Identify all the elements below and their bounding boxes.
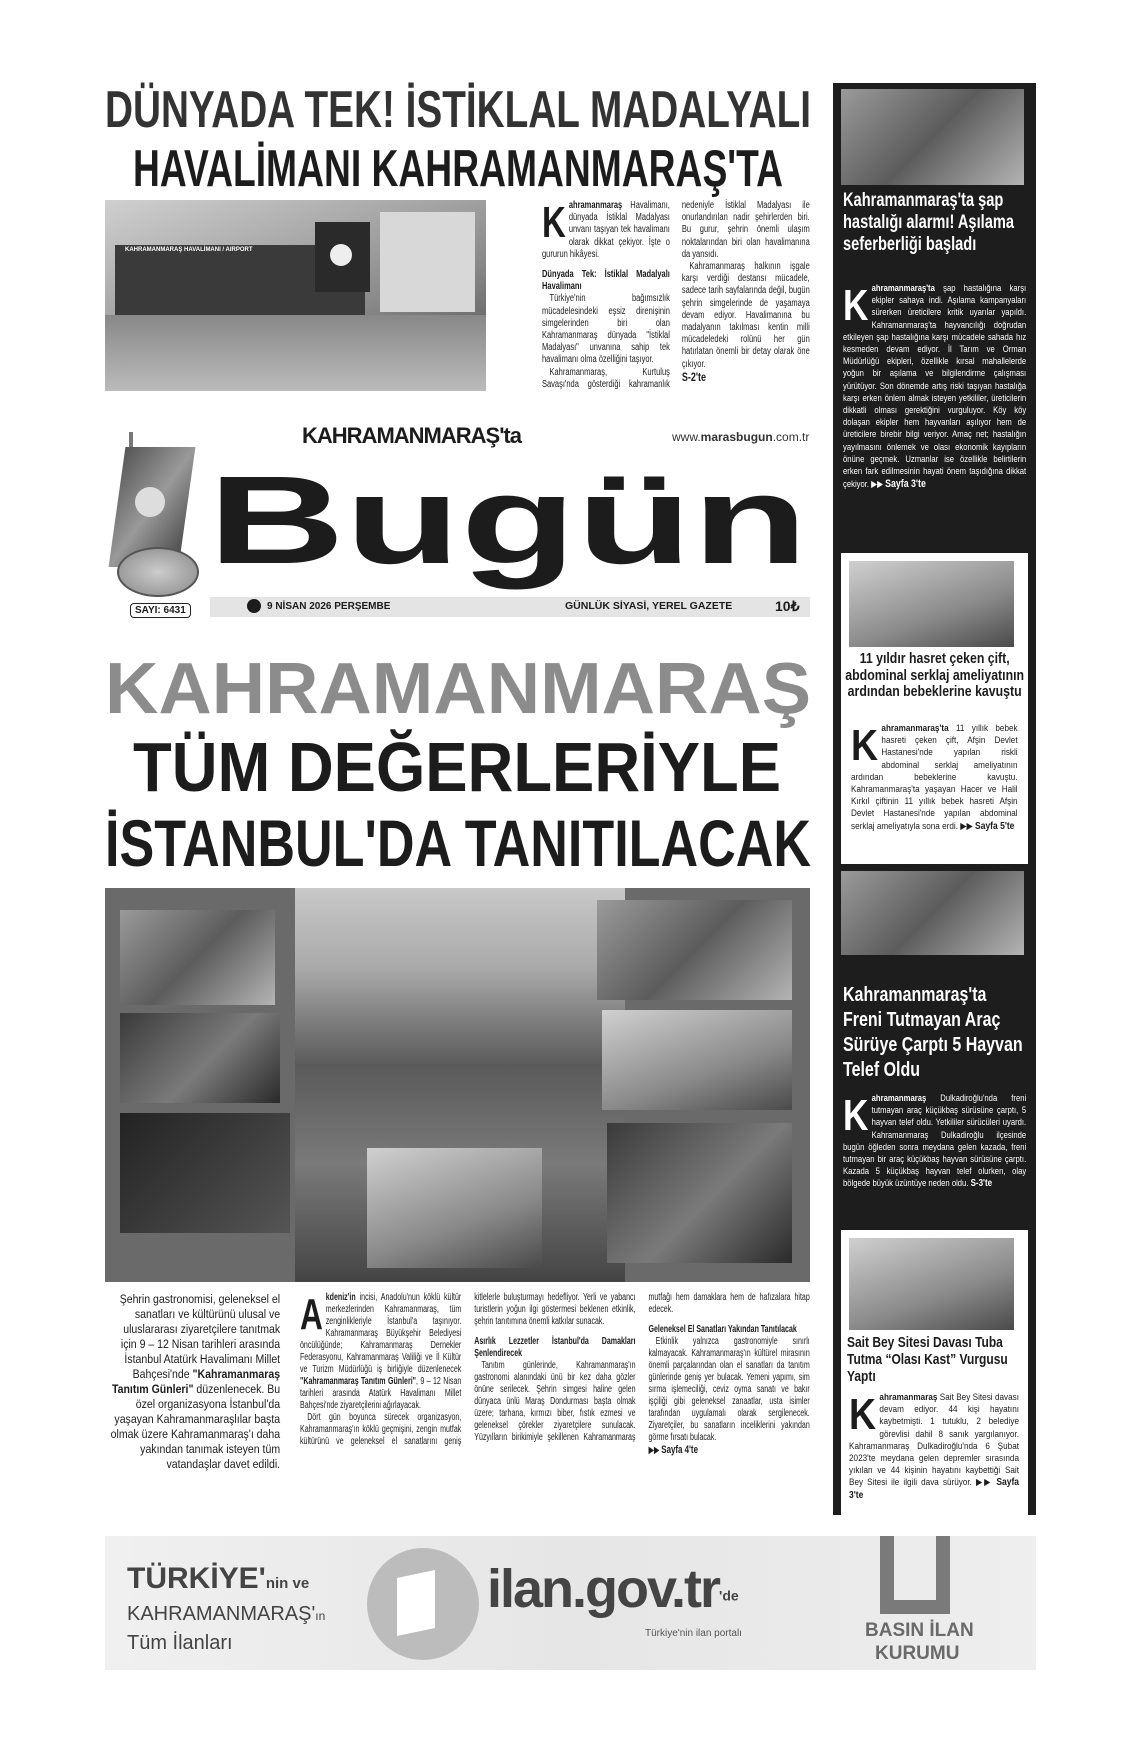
double-arrow-icon: ▶▶ [871,479,883,491]
ad-line-2 [127,1602,325,1628]
ilan-portal-name [487,1558,739,1634]
paragraph: Kahramanmaraş halkının işgale karşı verdiği destansı mücadele, sadece tarih sayfalarında değil, bugün şehrin simgelerinde de yaşamaya devam ediyor. Havalimanına bu madalyanın takılması kentin milli mücadeledeki rolünü her gün hatırlatan önemli bir detay olarak öne çıkıyor. [681,261,810,370]
story-text: 11 yıllık bebek hasreti çeken çift, Afşin Devlet Hastanesi'nde yapılan riskli abdominal serklaj ameliyatının ardından bebeklerine kavuştu. Kahramanmaraş'ta yaşayan Hacer ve Halil Kırkıl çiftinin 11 yıllık bebek hasreti Afşin Devlet Hastanesi'nde yapılan abdominal serklaj ameliyatıyla sona erdi. [851,723,1018,832]
sidebar-story-2 [851,723,1018,833]
lead-bold: ahramanmaraş [871,1093,927,1104]
paragraph: , 9 – 12 Nisan tarihleri arasında Atatürk Havalimanı Millet Bahçesi'nde ziyaretçilerini ağırlayacak. [300,1376,462,1411]
story-text: şap hastalığına karşı ekipler sahaya indi. Aşılama kampanyaları sürerken üreticilere kritik uyarılar yapıldı. Kahramanmaraş'ta hayvancılığı doğrudan etkileyen şap hastalığına karşı mücadele sahada hız kesmeden devam ediyor. İl Tarım ve Orman Müdürlüğü ekipleri, özellikle kırsal mahallelerde yoğun bir aşılama ve bilgilendirme çalışması yürütüyor. Son dönemde artış riski taşıyan hastalığa karşı erken önlem almak isteyen yetkililer, üreticilerin dikkatli olması gerektiğini vurguluyor. Köy köy dolaşan ekipler hem hayvanları aşılıyor hem de üreticilere birebir bilgi veriyor. Amaç net; hastalığın yayılmasını önlemek ve olası ekonomik kayıpların önüne geçmek. Uzmanlar ise özellikle belirtilerin erken fark edilmesinin hayati önem taşıdığına dikkat çekiyor. [843,283,1027,491]
ilan-portal-logo-icon [367,1548,479,1660]
drop-cap: A [300,1290,323,1339]
lead-bold: ahramanmaraş [568,200,623,211]
craftsman-photo [602,1010,792,1110]
org-name-line1: BASIN İLAN [865,1620,974,1641]
shoemaker-photo [597,900,792,1000]
sidebar-headline-3[interactable]: Kahramanmaraş'ta Freni Tutmayan Araç Sürüye Çarptı 5 Hayvan Telef Oldu [843,984,1023,1081]
flag [315,222,370,292]
paragraph: Dört gün boyunca sürecek organizasyon, Kahramanmaraş'ın köklü geçmişini, zengin mutfak kültürünü ve geleneksel el sanatlarını geniş kitlelerle buluşturmayı hedefliyor. Yerli ve yabancı turistlerin yoğun ilgi göstermesi beklenen etkinlik, şehrin tanıtımına önemli katkılar sunacak. [300,1292,636,1447]
ad-turkiye: TÜRKİYE' [127,1562,266,1595]
story-text: Sait Bey Sitesi davası devam ediyor. 44 kişi hayatını kaybetmişti. 1 tutuklu, 2 belediye görevlisi dahil 8 sanık yargılanıyor. Kahramanmaraş Dulkadiroğlu'nda 6 Şubat 2023'te meydana gelen depremler sırasında yıkılan ve 44 kişinin hayatını kaybettiği Sait Bey Sitesi ile ilgili dava sürüyor. [849,1392,1019,1489]
top-headline [103,80,813,198]
accident-photo [841,871,1024,955]
tagline: GÜNLÜK SİYASİ, YEREL GAZETE [565,600,733,612]
portal-tagline: Türkiye'nin ilan portalı [645,1628,742,1639]
dessert-photo [120,1113,290,1233]
sidebar-card-2 [841,553,1028,864]
lead-bold: ahramanmaraş'ta [871,283,935,294]
subhead: Dünyada Tek: İstiklal Madalyalı Havalimanı [542,269,670,293]
sidebar-story-3 [843,1093,1026,1191]
portal-text: ilan.gov.tr [487,1559,720,1619]
double-arrow-icon: ▶▶ [960,820,973,832]
top-headline-line1: DÜNYADA TEK! İSTİKLAL MADALYALI [105,81,811,139]
lead-bold: kdeniz'in [325,1292,356,1303]
masthead-website[interactable] [672,430,809,444]
lead-text: Havalimanı, dünyada İstiklal Madalyası unvanı taşıyan tek havalimanı olarak dikkat çekiyor. İşte o gururun hikâyesi. [542,200,670,260]
masthead-logo [208,450,812,596]
mosaic-photo [607,1123,792,1263]
paragraph: Türkiye'nin bağımsızlık mücadelesindeki eşsiz direnişinin simgelerinden biri olan Kahramanmaraş dünyada "İstiklal Madalyası" unvanına sahip tek havalimanı olma özelliğini taşıyor. [542,293,670,366]
date-dot [247,599,261,613]
org-name-line2: KURUMU [875,1643,960,1664]
ad-small: ın [315,1609,326,1623]
story-text: Dulkadiroğlu'nda freni tutmayan araç küçükbaş sürüsüne çarptı, 5 hayvan telef oldu. Yetkililer sürücüleri uyardı. Kahramanmaraş Dulkadiroğlu ilçesinde bugün öğleden sonra meydana gelen kazada, freni tutmayan bir araç küçükbaş hayvan sürüsüne çarptı. Kazada 5 küçükbaş hayvan telef olurken, olay bölgede büyük üzüntüye neden oldu. [843,1093,1027,1190]
paragraph: Kahramanmaraş, Kurtuluş Savaşı'nda gösterdiği kahramanlık nedeniyle İstiklal Madalyası ile onurlandırılan nadir şehirlerden biri. Bu gurur, şehrin önemli ulaşım noktalarından biri olan havalimanına da yansıdı. [542,200,810,390]
top-story-body [542,200,810,391]
subhead: Geleneksel El Sanatları Yakından Tanıtılacak [648,1324,797,1335]
airport-photo [105,200,486,391]
price: 10₺ [775,598,800,614]
continued-ref[interactable]: S-3'te [970,1178,993,1190]
website-name: marasbugun [700,430,773,444]
continued-ref[interactable]: Sayfa 3'te [885,478,926,491]
sidebar-headline-1[interactable]: Kahramanmaraş'ta şap hastalığı alarmı! Aşılama seferberliği başladı [843,189,1014,255]
basin-ilan-logo-icon [880,1536,950,1614]
drop-cap: K [843,1091,869,1140]
paragraph: Etkinlik yalnızca gastronomiyle sınırlı kalmayacak. Kahramanmaraş'ın kültürel mirasının önemli parçalarından olan el sanatları da tanıtım günlerinde geniş yer bulacak. Yemeni yapımı, sim sırma işlemeciliği, ceviz oyma sanatı ve bakır işçiliği gibi geleneksel zanaatlar, usta isimler tarafından uygulamalı olarak sergilenecek. Ziyaretçiler, bu sanatların inceliklerini yakından görme fırsatı bulacak. [648,1336,810,1443]
sidebar-story-4 [849,1392,1019,1502]
highlight: "Kahramanmaraş Tanıtım Günleri" [300,1376,417,1387]
historic-gate-photo [367,1148,542,1268]
airport-sign: KAHRAMANMARAŞ HAVALİMANI / AIRPORT [125,247,253,253]
ad-banner[interactable] [105,1536,1036,1670]
drop-cap: K [849,1390,877,1439]
main-headline-line2: TÜM DEĞERLERİYLE [133,728,781,806]
double-arrow-icon: ▶▶ [648,1445,660,1456]
lead-bold: "Kahramanmaraş Tanıtım Günleri" [111,1367,281,1396]
folk-costume-photo [120,910,275,1005]
main-headline-line1: KAHRAMANMARAŞ [105,649,811,729]
lead-bold: ahramanmaraş'ta [881,723,949,734]
sidebar-story-1 [843,283,1026,491]
main-story-body [300,1292,810,1457]
cattle-barn-photo [841,89,1024,185]
ad-small: nin ve [265,1575,310,1592]
drop-cap: K [542,198,566,247]
continued-ref[interactable]: Sayfa 4'te [661,1444,698,1456]
flag-medal-emblem [107,432,207,602]
sidebar [833,83,1036,1515]
lead-bold: ahramanmaraş [879,1392,938,1403]
ad-line-3: Tüm İlanları [127,1632,233,1654]
food-table-photo [120,1013,280,1103]
paragraph: Tanıtım günlerinde, Kahramanmaraş'ın gastronomi alanındaki ünü bir kez daha gözler önüne serilecek. Şehrin simgesi haline gelen dünyaca ünlü Maraş Dondurması başta olmak üzere; tarhana, kırmızı biber, fıstık ezmesi ve geleneksel çörekler ziyaretçilere sunulacak. Yüzyılların birikimiyle şekillenen Kahramanmaraş mutfağı hem damaklara hem de hafızalara hitap edecek. [474,1292,810,1443]
paragraph: incisi, Anadolu'nun köklü kültür merkezlerinden Kahramanmaraş, tüm zenginlikleriyle İstanbul'a taşınıyor. Kahramanmaraş Büyükşehir Belediyesi öncülüğünde; Kahramanmaraş Dernekler Federasyonu, Kahramanmaraş Valiliği ve İl Kültür ve Turizm Müdürlüğü iş birliğiyle düzenlenecek [300,1292,462,1375]
family-baby-photo [849,561,1014,647]
issue-date: 9 NİSAN 2026 PERŞEMBE [267,601,391,612]
main-headline-line3: İSTANBUL'DA TANITILACAK [105,806,812,880]
photo-collage [105,888,810,1282]
sidebar-headline-4[interactable]: Sait Bey Sitesi Davası Tuba Tutma “Olası Kast” Vurgusu Yaptı [847,1334,1008,1385]
protest-photo [849,1238,1014,1330]
sidebar-headline-2[interactable]: 11 yıldır hasret çeken çift, abdominal serklaj ameliyatının ardından bebeklerine kavuştu [845,651,1025,700]
drop-cap: K [843,281,869,330]
lead-text: düzenlenecek. Bu özel organizasyona İstanbul'da yaşayan Kahramanmaraşlılar başta olmak üzere Kahramanmaraş'ı daha yakından tanımak isteyen tüm vatandaşlar davet edildi. [110,1382,281,1471]
portal-suffix: 'de [719,1587,739,1604]
top-headline-line2: HAVALİMANI KAHRAMANMARAŞ'TA [133,140,783,198]
ad-city: KAHRAMANMARAŞ' [127,1603,316,1625]
sidebar-card-4 [841,1230,1028,1515]
continued-ref[interactable]: Sayfa 5'te [975,820,1015,832]
subhead: Asırlık Lezzetler İstanbul'da Damakları Şenlendirecek [474,1336,636,1359]
issue-number: SAYI: 6431 [130,603,191,618]
continued-ref[interactable]: S-2'te [681,369,707,384]
ad-line-1 [127,1562,309,1601]
masthead-city: KAHRAMANMARAŞ'ta [302,423,521,448]
main-headline [103,648,815,884]
continued-ref[interactable]: Sayfa 3'te [849,1477,1020,1501]
drop-cap: K [851,721,879,770]
double-arrow-icon: ▶▶ [976,1477,993,1489]
lead-text: Şehrin gastronomisi, geleneksel el sanatları ve kültürünü ulusal ve uluslararası ziyaretçilere tanıtmak için 9 – 12 Nisan tarihleri arasında İstanbul Atatürk Havalimanı Millet Bahçesi'nde [119,1292,281,1381]
masthead-name: Bugün [208,451,808,590]
website-suffix: .com.tr [772,430,810,444]
website-prefix: www. [672,430,701,444]
main-story-lead [105,1292,280,1472]
